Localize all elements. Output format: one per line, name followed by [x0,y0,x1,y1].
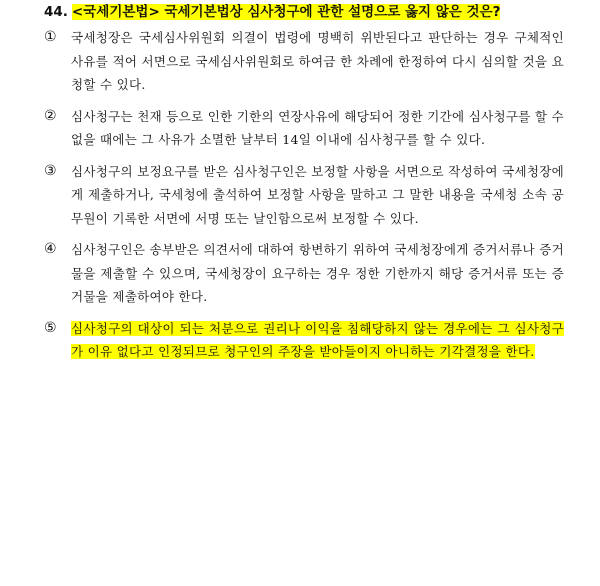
option-marker: ④ [44,241,57,257]
option-text: 심사청구의 대상이 되는 처분으로 권리나 이익을 침해당하지 않는 경우에는 그 심사청구가 이유 없다고 인정되므로 청구인의 주장을 받아들이지 아니하는 기각결정을 한다. [71,320,564,359]
question-stem [44,2,574,22]
option-text: 심사청구의 보정요구를 받은 심사청구인은 보정할 사항을 서면으로 작성하여 국세청장에게 제출하거나, 국세청에 출석하여 보정할 사항을 말하고 그 말한 내용을 국세청 소속 공무원이 기록한 서면에 서명 또는 날인함으로써 보정할 수 있다. [71,163,564,226]
answer-options [44,26,564,372]
option-marker: ② [44,107,57,124]
question-text: <국세기본법> 국세기본법상 심사청구에 관한 설명으로 옳지 않은 것은? [71,4,501,20]
option-4 [44,238,564,309]
option-marker: ③ [44,162,57,179]
option-text: 심사청구인은 송부받은 의견서에 대하여 항변하기 위하여 국세청장에게 증거서류나 증거물을 제출할 수 있으며, 국세청장이 요구하는 경우 정한 기한까지 해당 증거서류 또는 증거물을 제출하여야 한다. [71,242,564,304]
option-marker: ① [44,29,57,45]
option-1 [44,26,564,97]
option-marker: ⑤ [44,319,57,336]
question-number: 44. [44,4,68,20]
option-3 [44,160,564,231]
option-5 [44,317,564,364]
option-text: 국세청장은 국세심사위원회 의결이 법령에 명백히 위반된다고 판단하는 경우 구체적인 사유를 적어 서면으로 국세심사위원회로 하여금 한 차례에 한정하여 다시 심의할 것을 요청할 수 있다. [71,30,564,92]
option-2 [44,105,564,152]
option-text: 심사청구는 천재 등으로 인한 기한의 연장사유에 해당되어 정한 기간에 심사청구를 할 수 없을 때에는 그 사유가 소멸한 날부터 14일 이내에 심사청구를 할 수 있다. [71,108,564,147]
